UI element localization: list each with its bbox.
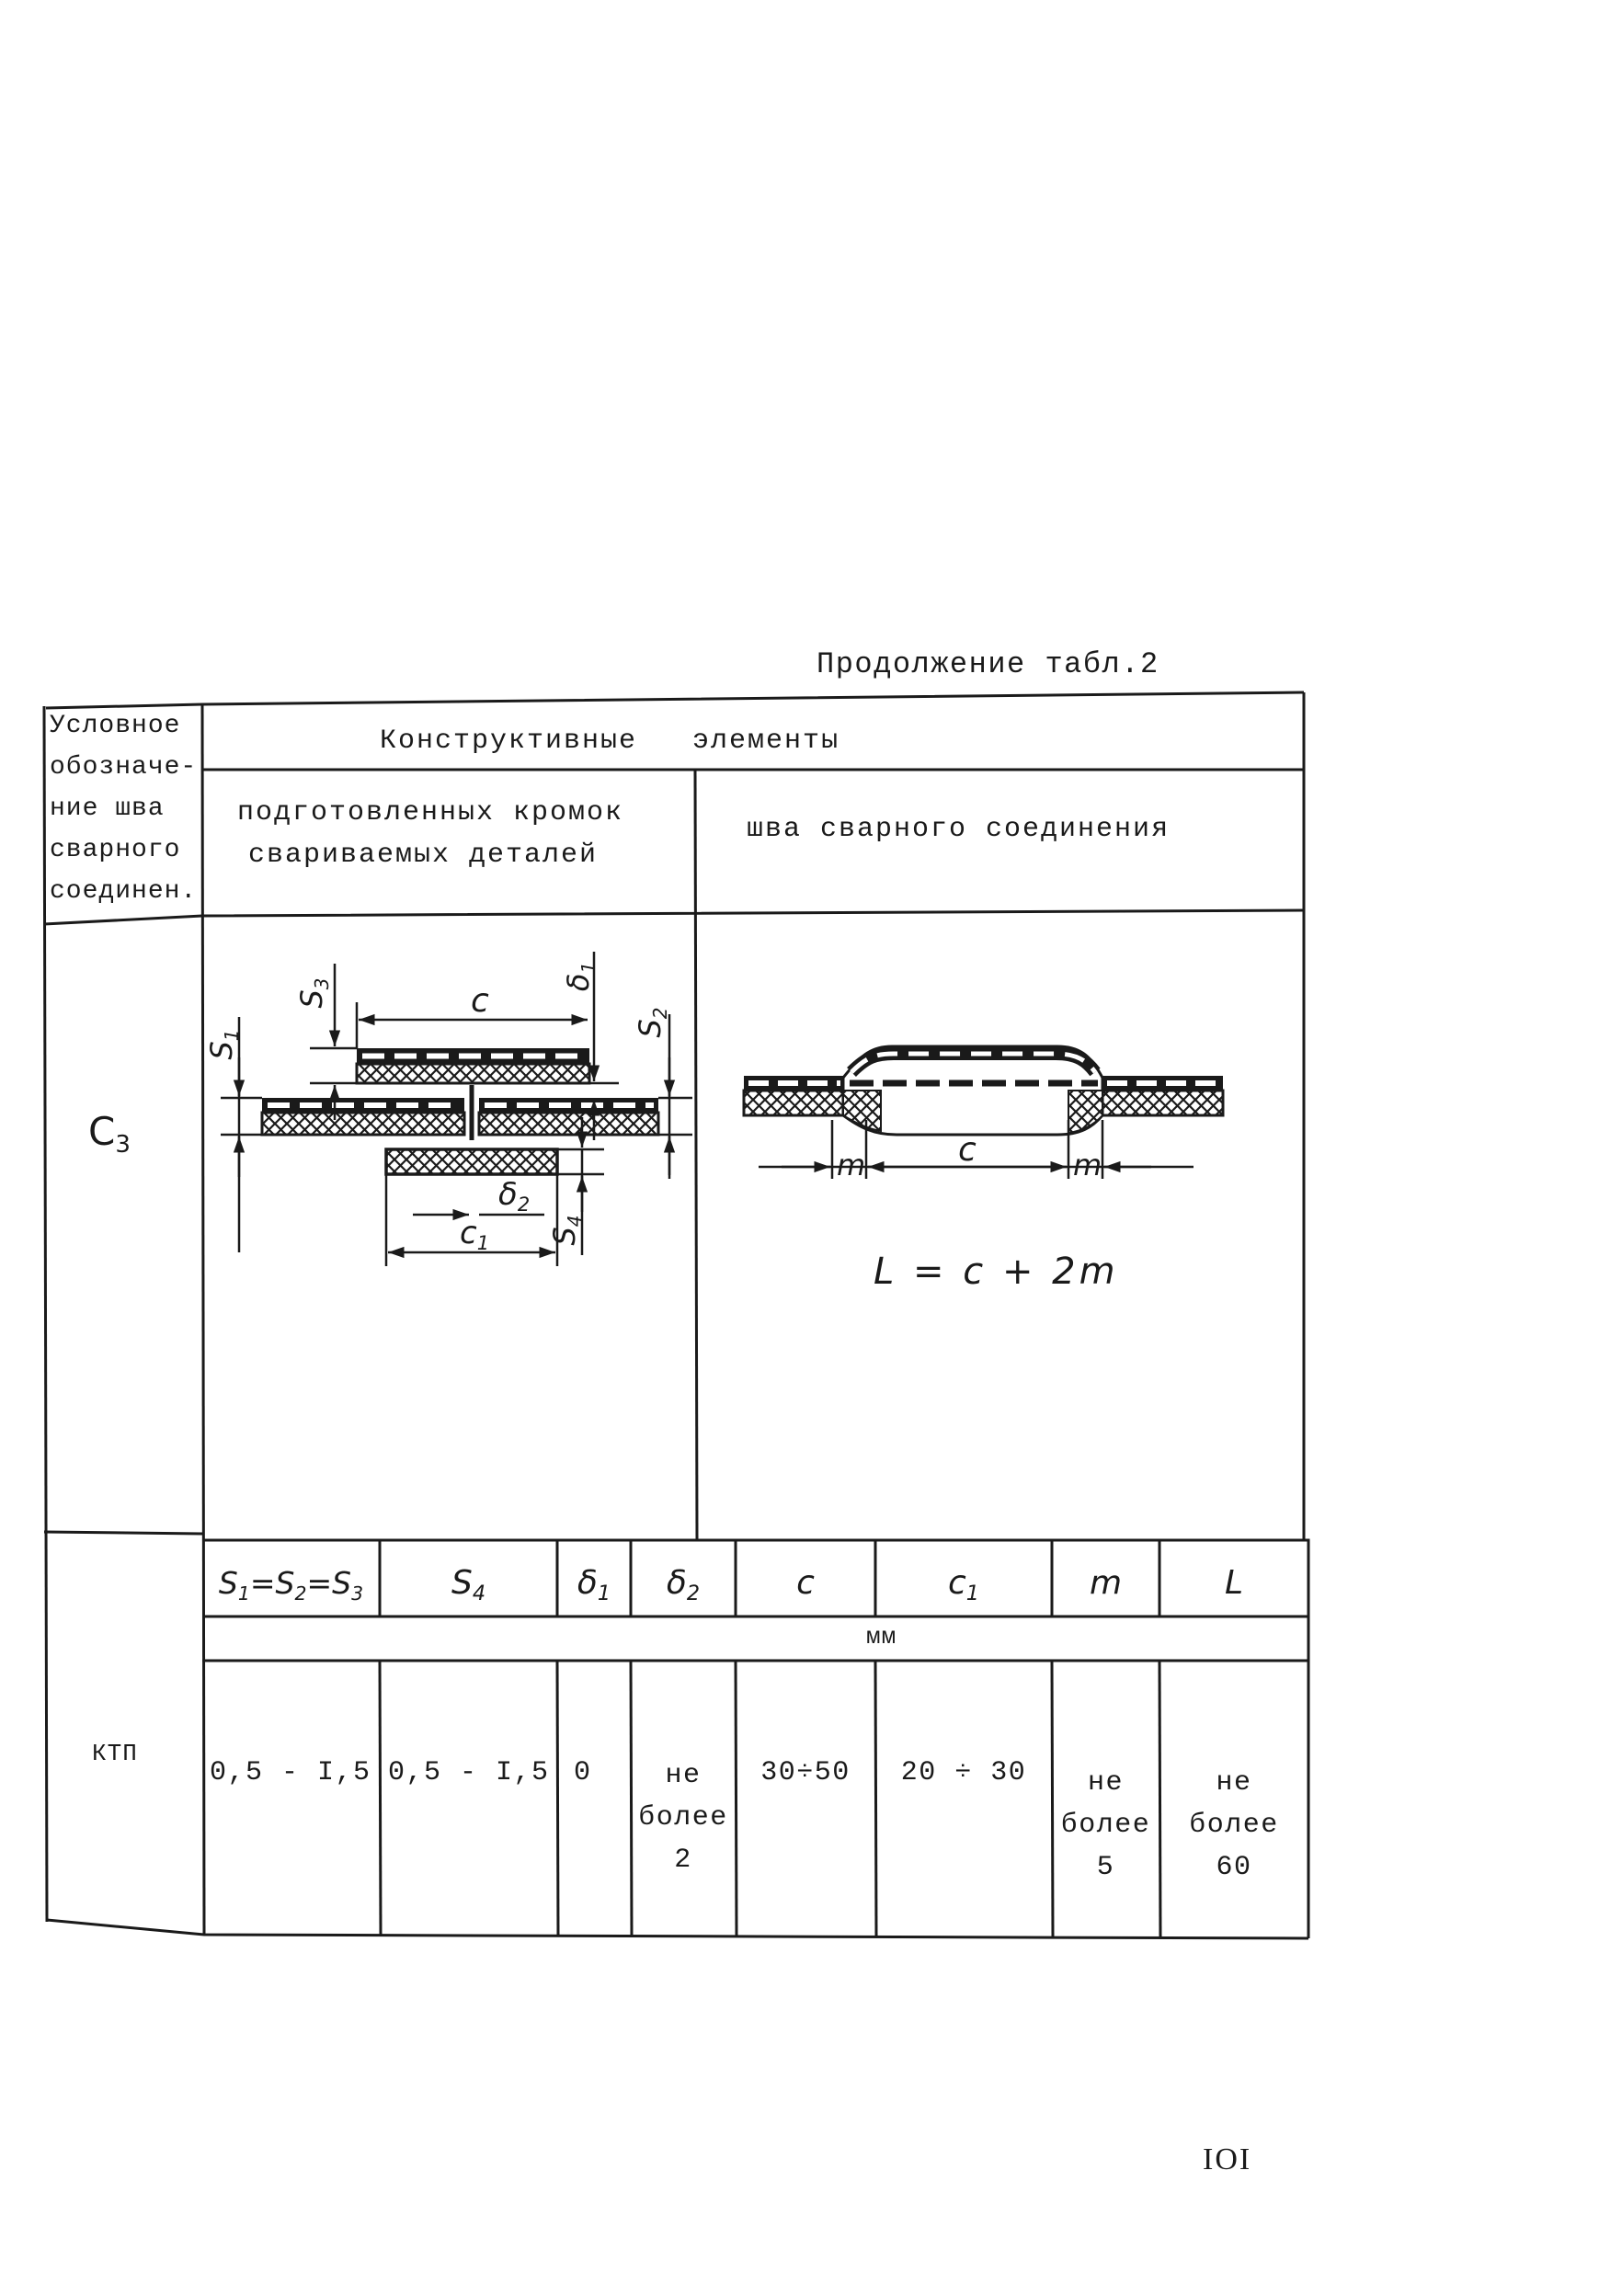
s1-label: [204, 1029, 243, 1059]
param-l: [1159, 1563, 1308, 1604]
param-part-sub: 3: [351, 1582, 364, 1605]
designation-header-line: ние шва: [50, 794, 165, 823]
s1-base: S: [204, 1041, 239, 1060]
param-base: m: [1089, 1564, 1123, 1602]
param-part-sub: 1: [237, 1582, 250, 1605]
s3-sub: 3: [311, 977, 333, 990]
s4-base: S: [547, 1227, 582, 1246]
designation-header: [50, 705, 197, 912]
value-m: [1052, 1762, 1159, 1889]
table-top-border: [46, 692, 1304, 708]
param-base: c: [948, 1564, 966, 1602]
value-line: более: [1060, 1810, 1151, 1841]
delta1-sub: 1: [577, 961, 600, 974]
s2-label: [633, 1007, 671, 1037]
s4-sub: 4: [564, 1215, 586, 1228]
joint-designation-base: С: [88, 1109, 116, 1154]
c-weld-label: c: [958, 1131, 977, 1169]
top-plate-body: [357, 1064, 589, 1083]
weld-left-plate-body: [744, 1091, 843, 1115]
param-s4: [380, 1563, 557, 1607]
weld-seam-hatch-right: [1068, 1091, 1102, 1133]
delta2-sub: 2: [517, 1194, 531, 1216]
designation-header-line: обозначе-: [50, 753, 198, 782]
value-row-dividers: [380, 1661, 1160, 1938]
designation-header-line: соединен.: [50, 877, 198, 906]
delta1-label: [561, 962, 600, 991]
value-delta2: [631, 1754, 736, 1881]
weld-joint-drawing: [744, 1046, 1223, 1293]
prepared-edges-header-line2: свариваемых деталей: [248, 840, 599, 871]
s3-base: S: [294, 989, 329, 1009]
param-part-sub: 2: [294, 1582, 307, 1605]
value-line: не: [1216, 1767, 1252, 1799]
value-line: более: [638, 1802, 728, 1833]
weld-left-plate: [744, 1076, 843, 1115]
param-delta1: [557, 1563, 631, 1607]
middle-left-plate: [262, 1098, 464, 1135]
page-number: IOI: [1203, 2142, 1252, 2176]
param-sub: 1: [597, 1582, 611, 1606]
table-left-border: [44, 706, 47, 1922]
delta2-label: [498, 1176, 530, 1216]
designation-column-divider: [202, 704, 204, 1935]
s3-label: [294, 977, 333, 1008]
table-bottom-border: [47, 1920, 1308, 1938]
delta1-base: δ: [561, 973, 596, 992]
weld-header: шва сварного соединения: [747, 814, 1171, 845]
unit-label: мм: [866, 1623, 897, 1651]
header-bottom-line: [44, 910, 1304, 924]
welding-method: КТП: [92, 1740, 138, 1767]
divider: [736, 1661, 737, 1936]
weld-right-plate: [1102, 1076, 1223, 1115]
value-delta1: 0: [574, 1757, 592, 1788]
value-line: 60: [1216, 1852, 1252, 1883]
designation-header-line: Условное: [50, 712, 181, 740]
param-sub: 2: [686, 1582, 701, 1606]
param-base: S: [451, 1564, 473, 1602]
drawing-column-divider: [695, 770, 697, 1540]
joint-designation: [88, 1109, 131, 1160]
divider: [380, 1661, 381, 1936]
delta2-base: δ: [498, 1176, 518, 1213]
s4-label: [547, 1215, 586, 1245]
s2-sub: 2: [649, 1007, 671, 1020]
top-plate: [357, 1048, 589, 1083]
middle-left-plate-body: [262, 1113, 464, 1135]
table-right-border: [1304, 692, 1308, 1938]
divider: [875, 1661, 876, 1937]
s1-sub: 1: [221, 1029, 243, 1042]
value-line: не: [665, 1760, 702, 1791]
value-l: [1159, 1762, 1308, 1889]
param-part: =S: [249, 1565, 295, 1601]
prepared-edges-drawing: [204, 952, 692, 1266]
param-base: δ: [577, 1564, 598, 1602]
value-c: 30÷50: [760, 1757, 851, 1788]
param-m: [1052, 1563, 1159, 1604]
param-base: L: [1224, 1564, 1244, 1602]
param-sub: 4: [472, 1582, 486, 1606]
m-left-label: m: [837, 1148, 866, 1182]
param-part: S: [218, 1565, 238, 1601]
value-line: более: [1189, 1810, 1279, 1841]
value-line: 2: [674, 1845, 692, 1876]
param-base: δ: [666, 1564, 687, 1602]
bottom-plate: [386, 1149, 557, 1174]
weld-right-plate-body: [1102, 1091, 1223, 1115]
designation-row-divider: [44, 1532, 202, 1534]
param-sub: 1: [965, 1582, 979, 1606]
middle-right-plate-body: [479, 1113, 658, 1135]
param-delta2: [631, 1563, 736, 1607]
s2-base: S: [633, 1019, 668, 1038]
divider: [557, 1661, 558, 1936]
value-c1: 20 ÷ 30: [900, 1757, 1027, 1788]
middle-right-plate: [479, 1098, 658, 1135]
value-s1-s2-s3: 0,5 - I,5: [210, 1757, 371, 1788]
param-s1-s2-s3: [202, 1563, 380, 1607]
prepared-edges-header-line1: подготовленных кромок: [237, 797, 624, 828]
m-right-label: m: [1073, 1148, 1102, 1182]
weld-length-formula: L = c + 2m: [874, 1251, 1119, 1293]
param-c1: [875, 1563, 1052, 1607]
param-c: [736, 1563, 875, 1604]
c1-label: [460, 1215, 489, 1254]
continuation-title: Продолжение табл.2: [817, 647, 1159, 681]
param-base: c: [796, 1564, 815, 1602]
designation-header-line: сварного: [50, 836, 181, 864]
elements-header: Конструктивные элементы: [380, 725, 840, 757]
value-line: не: [1087, 1767, 1124, 1799]
c1-base: c: [460, 1215, 477, 1251]
value-line: 5: [1096, 1852, 1115, 1883]
value-s4: 0,5 - I,5: [388, 1757, 550, 1788]
c-dimension-label: c: [471, 982, 489, 1020]
param-part: =S: [306, 1565, 352, 1601]
joint-designation-sub: 3: [115, 1131, 131, 1159]
weld-seam-hatch-left: [843, 1091, 881, 1131]
c1-sub: 1: [476, 1232, 490, 1254]
